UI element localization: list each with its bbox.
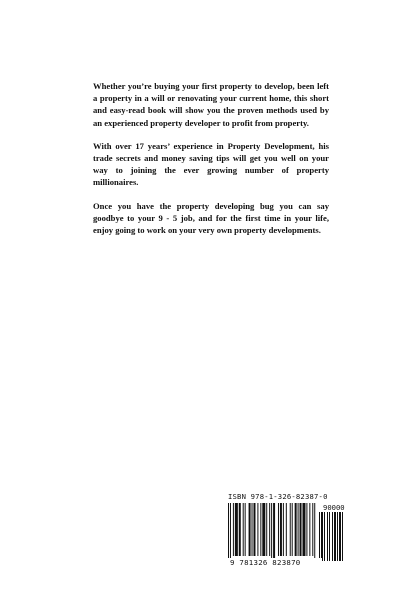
price-addon-barcode-bars	[319, 512, 346, 561]
barcode-digits: 9 781326 823870	[228, 558, 322, 567]
back-cover-blurb	[93, 80, 329, 247]
isbn-barcode	[228, 492, 348, 570]
price-code: 90000	[323, 503, 345, 512]
ean13-barcode-bars	[228, 503, 316, 561]
blurb-paragraph-3: Once you have the property developing bug you can say goodbye to your 9 - 5 job, and for the first time in your life, enjoy going to work on your very own property developments.	[93, 200, 329, 236]
blurb-paragraph-1: Whether you’re buying your first property to develop, been left a property in a will or renovating your current home, this short and easy-read book will show you the proven methods used by an experienced property developer to profit from property.	[93, 81, 329, 128]
blurb-paragraph-2: With over 17 years’ experience in Property Development, his trade secrets and money saving tips will get you well on your way to joining the ever growing number of property millionaires.	[93, 140, 329, 188]
isbn-label: ISBN 978-1-326-82387-0	[228, 492, 328, 501]
